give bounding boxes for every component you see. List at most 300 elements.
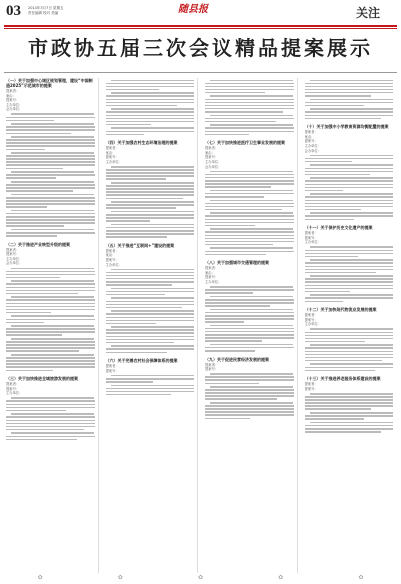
text-line: [6, 429, 84, 431]
text-line: [11, 268, 94, 270]
text-line: [205, 241, 294, 243]
text-line: [305, 341, 365, 343]
text-line: [310, 412, 393, 414]
body-paragraph: [106, 385, 195, 396]
body-paragraph: [106, 326, 195, 343]
text-line: [111, 108, 194, 110]
text-line: [6, 117, 95, 119]
body-paragraph: [205, 344, 294, 352]
proposal-body: [106, 269, 195, 354]
proposal-meta-field: 提案号：: [105, 155, 119, 160]
text-line: [6, 290, 95, 292]
proposal-body: [205, 373, 294, 419]
proposal-article: [106, 358, 195, 395]
text-line: [111, 297, 194, 299]
proposal-meta-field: 提案者：: [304, 313, 318, 318]
text-line: [305, 187, 394, 189]
text-line: [210, 115, 293, 117]
proposal-meta-field: 提案者：: [6, 247, 20, 252]
text-line: [205, 251, 294, 253]
text-line: [111, 310, 194, 312]
text-line: [6, 222, 95, 224]
body-paragraph: [106, 80, 195, 91]
text-line: [310, 99, 393, 101]
text-line: [6, 306, 95, 308]
text-line: [305, 206, 394, 208]
text-line: [205, 203, 294, 205]
text-line: [111, 326, 194, 328]
proposal-article: [106, 140, 195, 238]
newspaper-masthead-logo: 随县报: [178, 4, 208, 15]
proposal-article: [305, 307, 394, 371]
body-paragraph: [205, 402, 294, 419]
body-paragraph: [106, 127, 195, 135]
proposal-title: （五）关于推进“互联网+”建设的提案: [105, 242, 175, 248]
text-line: [106, 102, 195, 104]
text-line: [6, 439, 77, 441]
body-paragraph: [205, 325, 294, 342]
text-line: [111, 385, 194, 387]
text-line: [305, 158, 394, 160]
proposal-title: （十一）关于保护历史文化遗产的提案: [304, 225, 373, 231]
text-line: [205, 405, 294, 407]
text-line: [11, 280, 94, 282]
text-line: [305, 399, 394, 401]
body-paragraph: [106, 92, 195, 106]
proposal-body: [305, 80, 394, 120]
proposal-meta-field: 案由：: [205, 270, 215, 275]
proposal-body: [305, 246, 394, 302]
text-line: [11, 397, 94, 399]
body-paragraph: [305, 344, 394, 361]
text-line: [106, 105, 178, 107]
text-line: [205, 193, 294, 195]
footer-ornament-icon: ✿: [358, 574, 364, 581]
text-line: [11, 354, 94, 356]
text-line: [106, 204, 195, 206]
text-line: [111, 269, 194, 271]
text-line: [6, 120, 54, 122]
text-line: [106, 214, 195, 216]
body-paragraph: [205, 309, 294, 323]
text-line: [210, 124, 293, 126]
text-line: [205, 121, 276, 123]
text-line: [106, 118, 195, 120]
text-line: [6, 206, 47, 208]
text-line: [6, 287, 95, 289]
text-line: [6, 423, 95, 425]
text-line: [6, 357, 95, 359]
proposal-article: [205, 357, 294, 420]
text-line: [205, 376, 294, 378]
text-line: [6, 341, 95, 343]
footer-ornament-icon: ✿: [197, 574, 203, 581]
text-line: [106, 233, 195, 235]
text-line: [6, 232, 95, 234]
body-paragraph: [6, 171, 95, 179]
body-paragraph: [305, 164, 394, 175]
body-paragraph: [305, 259, 394, 273]
proposal-meta-field: 案由：: [304, 134, 315, 139]
text-line: [6, 407, 95, 409]
text-line: [305, 332, 394, 334]
proposal-article: [205, 260, 294, 351]
text-line: [205, 321, 244, 323]
text-line: [205, 398, 277, 400]
body-paragraph: [205, 124, 294, 135]
proposal-meta-field: 会办单位：: [6, 107, 23, 112]
text-line: [205, 219, 294, 221]
text-line: [305, 219, 355, 221]
proposal-body: [205, 286, 294, 351]
proposal-meta-field: 提案号：: [205, 367, 219, 372]
proposal-meta-field: 案由：: [205, 150, 215, 155]
text-line: [106, 381, 154, 383]
headline-divider: [4, 72, 397, 73]
proposal-meta-field: 提案者：: [6, 382, 20, 387]
proposal-article: [106, 80, 195, 136]
body-paragraph: [305, 80, 394, 97]
text-line: [310, 80, 393, 82]
text-line: [210, 309, 293, 311]
text-line: [6, 197, 95, 199]
text-line: [210, 402, 293, 404]
text-line: [205, 340, 262, 342]
body-paragraph: [6, 136, 95, 150]
body-paragraph: [305, 155, 394, 163]
proposal-title: （七）关于加快推进医疗卫生事业发展的提案: [205, 140, 285, 146]
proposal-meta-field: 主办单位：: [105, 262, 122, 267]
text-line: [106, 236, 168, 238]
body-paragraph: [305, 246, 394, 257]
proposal-article: [305, 376, 394, 432]
proposal-title: （八）关于加强城市交通管理的提案: [205, 260, 269, 266]
text-line: [205, 222, 294, 224]
text-line: [6, 416, 95, 418]
body-paragraph: [6, 152, 95, 169]
text-line: [6, 149, 45, 151]
text-line: [11, 136, 94, 138]
body-paragraph: [205, 171, 294, 188]
text-line: [106, 348, 195, 350]
text-line: [111, 211, 194, 213]
text-line: [11, 171, 94, 173]
text-line: [205, 383, 259, 385]
text-line: [6, 235, 57, 237]
text-line: [305, 262, 394, 264]
text-line: [205, 292, 253, 294]
text-line: [205, 102, 294, 104]
text-line: [11, 325, 94, 327]
text-line: [310, 155, 393, 157]
text-line: [310, 108, 393, 110]
text-line: [106, 294, 165, 296]
body-paragraph: [106, 310, 195, 324]
body-paragraph: [6, 268, 95, 279]
text-line: [106, 313, 195, 315]
text-line: [210, 190, 293, 192]
text-line: [106, 86, 195, 88]
text-line: [106, 301, 195, 303]
text-line: [205, 92, 265, 94]
text-line: [205, 418, 250, 420]
body-paragraph: [106, 108, 195, 125]
text-line: [6, 303, 95, 305]
text-line: [6, 161, 95, 163]
proposal-meta-field: 提案号：: [6, 386, 20, 391]
text-line: [205, 289, 294, 291]
body-paragraph: [6, 123, 95, 134]
text-line: [111, 166, 194, 168]
text-line: [305, 86, 394, 88]
body-paragraph: [6, 296, 95, 313]
body-paragraph: [205, 286, 294, 294]
text-line: [305, 253, 394, 255]
text-line: [205, 379, 294, 381]
body-paragraph: [205, 212, 294, 226]
proposal-body: [6, 397, 95, 440]
text-line: [210, 80, 293, 82]
text-line: [210, 325, 293, 327]
text-line: [305, 272, 377, 274]
proposal-meta-field: 提案者：: [304, 130, 318, 135]
text-line: [106, 284, 172, 286]
body-paragraph: [305, 193, 394, 210]
text-line: [305, 347, 394, 349]
text-line: [205, 408, 294, 410]
proposal-meta-field: 提案者：: [105, 146, 119, 151]
text-line: [106, 83, 195, 85]
text-line: [305, 281, 394, 283]
text-line: [6, 190, 73, 192]
proposal-meta-field: 提案号：: [105, 257, 119, 262]
body-paragraph: [6, 397, 95, 411]
text-line: [6, 363, 95, 365]
text-line: [106, 185, 195, 187]
text-line: [11, 296, 94, 298]
text-line: [205, 347, 294, 349]
body-paragraph: [106, 211, 195, 222]
text-line: [310, 294, 393, 296]
text-line: [6, 410, 66, 412]
proposal-meta-field: 提案号：: [205, 275, 219, 280]
proposal-meta-field: 主办单位：: [304, 144, 321, 148]
text-line: [205, 127, 294, 129]
text-line: [205, 108, 294, 110]
proposal-title: （一）关于加强中心城区规划管理，建设“中国制造2025”示范城市的提案: [6, 78, 93, 88]
text-line: [6, 299, 95, 301]
body-paragraph: [106, 182, 195, 199]
text-line: [6, 216, 95, 218]
text-line: [210, 171, 293, 173]
text-line: [106, 342, 174, 344]
body-paragraph: [6, 194, 95, 208]
text-line: [210, 386, 293, 388]
proposal-article: [305, 225, 394, 302]
text-line: [205, 315, 294, 317]
text-line: [106, 178, 166, 180]
text-line: [310, 164, 393, 166]
body-paragraph: [305, 294, 394, 302]
text-line: [205, 235, 294, 237]
text-line: [310, 363, 393, 365]
text-line: [305, 396, 394, 398]
text-line: [106, 320, 195, 322]
text-line: [111, 92, 194, 94]
text-line: [305, 278, 394, 280]
text-line: [106, 391, 195, 393]
text-line: [6, 139, 95, 141]
text-line: [205, 302, 294, 304]
text-line: [305, 102, 394, 104]
text-line: [6, 158, 95, 160]
text-line: [106, 227, 195, 229]
text-line: [205, 111, 283, 113]
text-line: [205, 414, 294, 416]
body-paragraph: [6, 354, 95, 371]
text-line: [205, 312, 294, 314]
proposal-meta-field: 主办单位：: [205, 279, 222, 284]
proposal-title: （十三）关于推进养老服务体系建设的提案: [304, 376, 381, 382]
text-line: [205, 350, 255, 352]
text-line: [305, 405, 394, 407]
text-line: [305, 297, 394, 299]
text-line: [106, 95, 195, 97]
text-line: [6, 145, 95, 147]
proposal-meta-field: 提案号：: [304, 317, 318, 322]
text-line: [6, 164, 95, 166]
proposal-body: [6, 268, 95, 372]
body-paragraph: [106, 201, 195, 209]
proposal-meta-field: 会办单位：: [205, 164, 222, 169]
text-line: [305, 428, 394, 430]
text-line: [106, 131, 195, 133]
text-line: [205, 99, 294, 101]
body-paragraph: [6, 113, 95, 121]
proposal-meta-field: 案由：: [6, 93, 16, 98]
text-line: [106, 388, 195, 390]
body-paragraph: [305, 393, 394, 410]
page-headline: 市政协五届三次会议精品提案展示: [28, 36, 373, 60]
header-rule: [4, 25, 397, 27]
text-line: [106, 121, 195, 123]
proposal-article: [305, 80, 394, 120]
text-line: [11, 194, 94, 196]
text-line: [111, 288, 194, 290]
text-line: [6, 203, 95, 205]
text-line: [6, 312, 51, 314]
text-line: [305, 256, 359, 258]
text-line: [6, 213, 95, 215]
text-line: [11, 113, 94, 115]
text-line: [305, 118, 382, 120]
article-columns: [6, 78, 396, 573]
text-line: [11, 229, 94, 231]
text-line: [310, 422, 393, 424]
text-line: [111, 80, 194, 82]
text-line: [205, 254, 266, 256]
text-line: [210, 286, 293, 288]
text-line: [205, 225, 255, 227]
proposal-meta-field: 主办单位：: [6, 391, 23, 396]
body-paragraph: [205, 115, 294, 123]
proposal-article: [205, 140, 294, 255]
text-line: [310, 193, 393, 195]
text-line: [6, 225, 64, 227]
text-line: [305, 370, 376, 372]
body-paragraph: [106, 345, 195, 353]
body-paragraph: [205, 190, 294, 198]
text-line: [310, 393, 393, 395]
text-line: [205, 183, 294, 185]
text-line: [205, 331, 294, 333]
proposal-body: [106, 166, 195, 238]
proposal-meta-field: 提案者：: [105, 248, 119, 253]
page-footer: [0, 574, 401, 581]
text-line: [6, 350, 79, 352]
text-line: [106, 207, 177, 209]
text-line: [305, 431, 382, 433]
proposal-title: （三）关于加快推进全域旅游发展的提案: [6, 376, 78, 382]
text-line: [6, 174, 95, 176]
body-paragraph: [305, 328, 394, 342]
text-line: [6, 271, 95, 273]
text-line: [210, 228, 293, 230]
text-line: [305, 425, 394, 427]
issue-meta-line: 2014年3月7日 星期五: [28, 6, 64, 10]
text-line: [106, 169, 195, 171]
proposal-body: [205, 80, 294, 136]
proposal-meta-field: 提案号：: [304, 139, 318, 144]
body-paragraph: [305, 99, 394, 107]
proposal-title: （十二）关于加快现代物流业发展的提案: [304, 307, 377, 313]
body-paragraph: [305, 177, 394, 191]
footer-ornament-icon: ✿: [117, 574, 123, 581]
proposal-meta-field: 提案号：: [6, 98, 20, 103]
text-line: [106, 272, 195, 274]
proposal-title: （四）关于加强农村生态环境治理的提案: [105, 140, 178, 146]
body-paragraph: [6, 432, 95, 440]
section-title: 关注: [356, 6, 381, 20]
text-line: [305, 196, 394, 198]
text-line: [6, 322, 44, 324]
text-line: [310, 328, 393, 330]
issue-meta-line: 责任编辑 校对 美编: [28, 11, 59, 15]
text-line: [310, 259, 393, 261]
text-line: [305, 354, 394, 356]
text-line: [106, 172, 195, 174]
page-number: 03: [6, 3, 21, 19]
text-line: [106, 307, 183, 309]
text-line: [205, 305, 270, 307]
text-line: [205, 89, 294, 91]
text-line: [205, 131, 294, 133]
proposal-meta-field: 主办单位：: [6, 102, 23, 107]
body-paragraph: [6, 325, 95, 336]
proposal-meta-field: 主办单位：: [205, 159, 222, 164]
text-line: [310, 246, 393, 248]
text-line: [6, 293, 78, 295]
proposal-body: [106, 80, 195, 136]
article-column: [305, 78, 397, 573]
article-column: [205, 78, 298, 573]
text-line: [310, 212, 393, 214]
text-line: [205, 318, 294, 320]
text-line: [305, 168, 394, 170]
text-line: [305, 301, 343, 303]
proposal-article: [6, 376, 95, 440]
proposal-body: [305, 393, 394, 433]
